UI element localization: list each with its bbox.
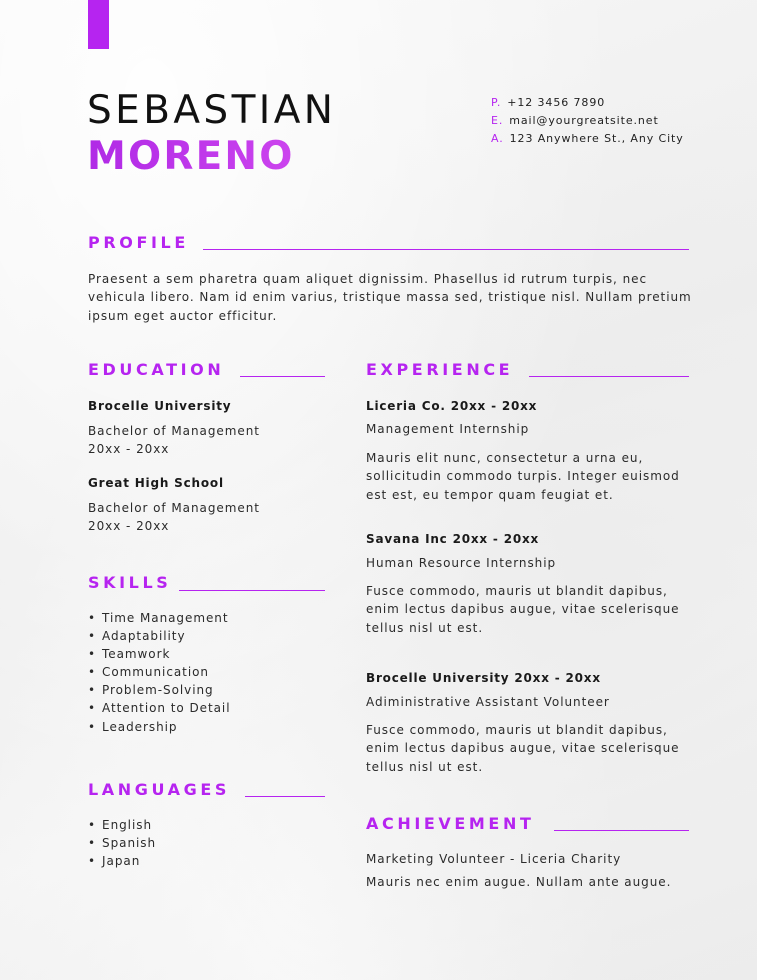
first-name: SEBASTIAN [87,88,337,133]
list-item: • Problem-Solving [88,681,231,699]
address-key: A. [491,132,504,145]
education-rule [240,376,325,377]
list-item: • Communication [88,663,231,681]
languages-title: LANGUAGES [88,780,230,799]
email-key: E. [491,114,504,127]
achievement-rule [554,830,689,831]
email-value: mail@yourgreatsite.net [509,114,659,127]
experience-heading-3: Brocelle University 20xx - 20xx [366,671,601,685]
list-item: • Spanish [88,834,156,852]
education-degree-2: Bachelor of Management [88,501,260,515]
education-years-2: 20xx - 20xx [88,519,170,533]
education-school-1: Brocelle University [88,399,232,413]
list-item: • Time Management [88,609,231,627]
contact-phone [491,96,605,110]
phone-key: P. [491,96,502,109]
list-item: • Japan [88,852,156,870]
skills-title: SKILLS [88,573,172,592]
profile-title: PROFILE [88,233,189,252]
last-name: MORENO [87,134,295,179]
list-item: • Attention to Detail [88,699,231,717]
experience-heading-2: Savana Inc 20xx - 20xx [366,532,540,546]
profile-rule [203,249,689,250]
profile-text: Praesent a sem pharetra quam aliquet dignissim. Phasellus id rutrum turpis, nec vehicula libero. Nam id enim varius, tristique massa sed, tristique nisl. Nullam pretium ipsum eget auctor efficitur. [88,272,692,323]
education-years-1: 20xx - 20xx [88,442,170,456]
list-item: • Leadership [88,718,231,736]
list-item: • Adaptability [88,627,231,645]
accent-bar [88,0,109,49]
education-school-2: Great High School [88,476,224,490]
contact-email [491,114,659,128]
experience-text-1: Mauris elit nunc, consectetur a urna eu, sollicitudin commodo turpis. Integer euismod est est, eu tempor quam feugiat et. [366,451,680,502]
skills-rule [179,590,325,591]
experience-role-1: Management Internship [366,422,530,436]
languages-rule [245,796,325,797]
experience-rule [529,376,689,377]
experience-title: EXPERIENCE [366,360,514,379]
phone-value: +12 3456 7890 [507,96,606,109]
skills-list [88,609,231,736]
experience-role-2: Human Resource Internship [366,556,557,570]
education-degree-1: Bachelor of Management [88,424,260,438]
address-value: 123 Anywhere St., Any City [509,132,684,145]
experience-text-3: Fusce commodo, mauris ut blandit dapibus, enim lectus dapibus augue, vitae scelerisque tellus nisl ut est. [366,723,680,774]
experience-heading-1: Liceria Co. 20xx - 20xx [366,399,538,413]
education-title: EDUCATION [88,360,225,379]
experience-role-3: Adiministrative Assistant Volunteer [366,695,610,709]
contact-address [491,132,684,146]
achievement-text: Mauris nec enim augue. Nullam ante augue. [366,875,672,889]
achievement-role: Marketing Volunteer - Liceria Charity [366,852,622,866]
achievement-title: ACHIEVEMENT [366,814,535,833]
experience-text-2: Fusce commodo, mauris ut blandit dapibus, enim lectus dapibus augue, vitae scelerisque tellus nisl ut est. [366,584,680,635]
languages-list [88,816,156,870]
list-item: • Teamwork [88,645,231,663]
list-item: • English [88,816,156,834]
